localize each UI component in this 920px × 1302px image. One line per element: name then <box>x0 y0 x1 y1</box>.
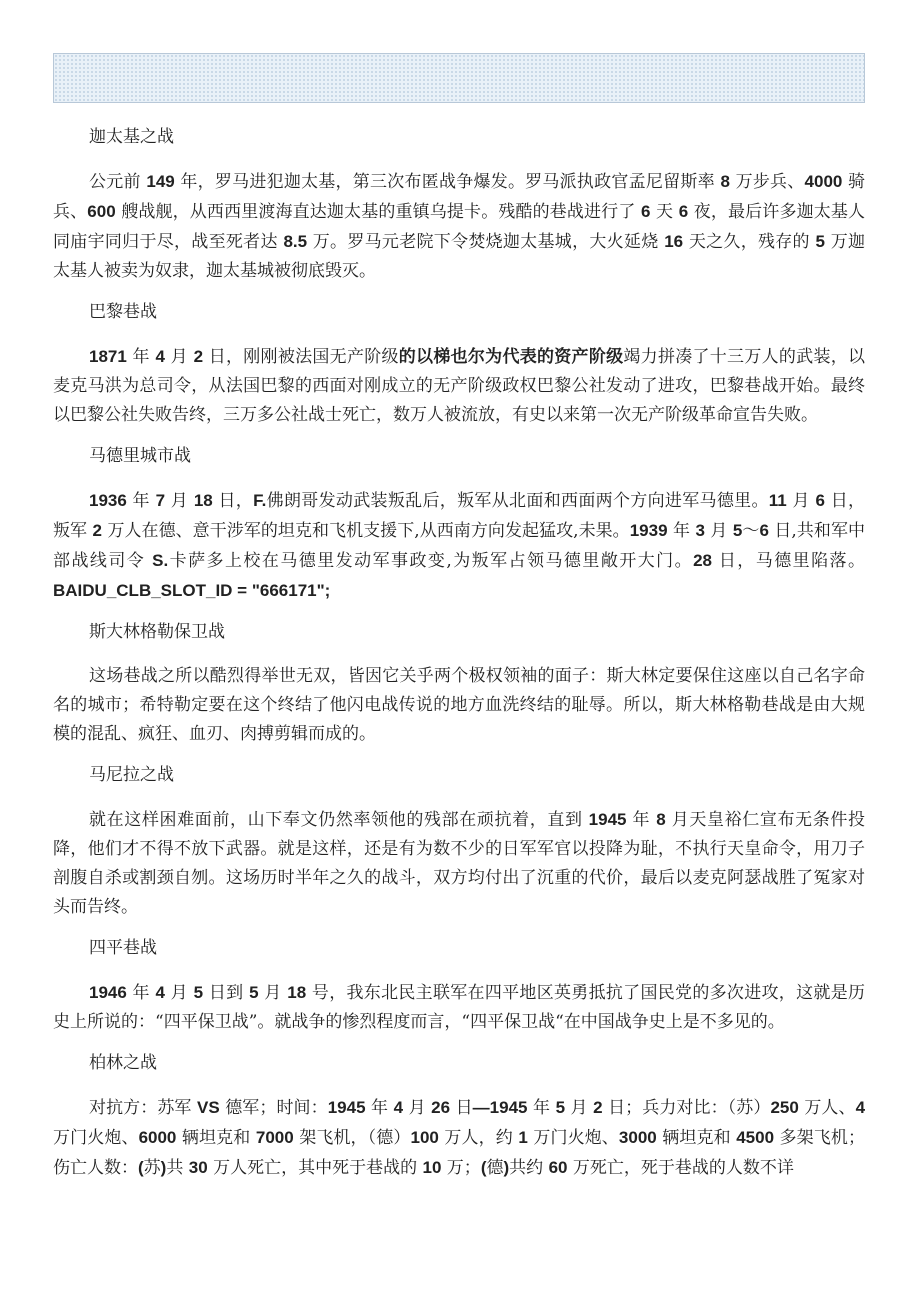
bold-number: 30 <box>188 1158 208 1177</box>
bold-number: ( <box>138 1158 144 1177</box>
bold-number: 8 <box>720 172 730 191</box>
bold-number: 60 <box>548 1158 568 1177</box>
section-paragraph: 公元前 149 年，罗马进犯迦太基，第三次布匿战争爆发。罗马派执政官孟尼留斯率 8 万步兵、4000 骑兵、600 艘战舰，从西西里渡海直达迦太基的重镇乌提卡。残酷的巷战进行了 6 天 6 夜，最后许多迦太基人同庙宇同归于尽，战至死者达 8.5 万。罗马元老院下令焚烧迦太基城，大火延烧 16 天之久，残存的 5 万迦太基人被卖为奴隶，迦太基城被彻底毁灭。 <box>53 172 866 281</box>
bold-number: —1945 <box>472 1098 528 1117</box>
bold-number: 1945 <box>588 810 627 829</box>
bold-number: 5 <box>249 983 259 1002</box>
bold-number: 1 <box>518 1128 528 1147</box>
bold-number: 4000 <box>804 172 843 191</box>
section-heading: 斯大林格勒保卫战 <box>89 622 225 642</box>
section-paragraph: 就在这样困难面前，山下奉文仍然率领他的残部在顽抗着，直到 1945 年 8 月天皇裕仁宣布无条件投降，他们才不得不放下武器。就是这样，还是有为数不少的日军军官以投降为耻，不执行天皇命令，用刀子剖腹自杀或割颈自刎。这场历时半年之久的战斗，双方均付出了沉重的代价，最后以麦克阿瑟战胜了冤家对头而告终。 <box>53 810 866 917</box>
section-heading: 马尼拉之战 <box>89 765 174 785</box>
bold-number: 149 <box>146 172 175 191</box>
bold-number: 3 <box>695 521 705 540</box>
section-heading: 巴黎巷战 <box>89 302 157 322</box>
bold-number: 10 <box>422 1158 442 1177</box>
bold-number: 26 <box>431 1098 451 1117</box>
section-heading: 迦太基之战 <box>89 127 174 147</box>
bold-number: 8 <box>656 810 666 829</box>
section-paragraph: 1871 年 4 月 2 日，刚刚被法国无产阶级的以梯也尔为代表的资产阶级竭力拼凑了十三万人的武装，以麦克马洪为总司令，从法国巴黎的西面对刚成立的无产阶级政权巴黎公社发动了进攻，巴黎巷战开始。最终以巴黎公社失败告终，三万多公社战士死亡，数万人被流放，有史以来第一次无产阶级革命宣告失败。 <box>53 347 865 425</box>
bold-number: 5 <box>815 232 826 251</box>
bold-number: 7000 <box>255 1128 294 1147</box>
bold-number: BAIDU_CLB_SLOT_ID = "666171"; <box>53 581 331 600</box>
bold-number: 4500 <box>736 1128 775 1147</box>
bold-number: 16 <box>664 232 684 251</box>
bold-number: 1871 <box>89 347 127 366</box>
bold-number: 11 <box>768 491 787 510</box>
section-heading: 四平巷战 <box>89 938 157 958</box>
bold-number: 18 <box>193 491 213 510</box>
section-paragraph: 这场巷战之所以酷烈得举世无双，皆因它关乎两个极权领袖的面子：斯大林定要保住这座以自己名字命名的城市；希特勒定要在这个终结了他闪电战传说的地方血洗终结的耻辱。所以，斯大林格勒巷战是由大规模的混乱、疯狂、血刃、肉搏剪辑而成的。 <box>53 666 865 744</box>
bold-number: 4 <box>155 347 165 366</box>
article-body <box>53 126 865 1198</box>
bold-number: F. <box>253 491 267 510</box>
bold-number: ) <box>503 1158 510 1177</box>
section-heading: 马德里城市战 <box>89 446 191 466</box>
bold-number: 1946 <box>89 983 127 1002</box>
bold-number: 6 <box>641 202 651 221</box>
bold-number: 6 <box>678 202 689 221</box>
bold-number: 4 <box>855 1098 866 1117</box>
bold-number: 4 <box>155 983 165 1002</box>
bold-number: 1945 <box>327 1098 366 1117</box>
bold-number: ) <box>160 1158 167 1177</box>
bold-number: 7 <box>155 491 166 510</box>
section-heading: 柏林之战 <box>89 1053 157 1073</box>
bold-number: 4 <box>393 1098 404 1117</box>
bold-number: 6 <box>815 491 825 510</box>
bold-number: 1939 <box>629 521 668 540</box>
bold-number: 600 <box>87 202 116 221</box>
section-paragraph: 对抗方：苏军 VS 德军；时间：1945 年 4 月 26 日—1945 年 5 月 2 日；兵力对比：（苏）250 万人、4 万门火炮、6000 辆坦克和 7000 架飞机，（德）100 万人，约 1 万门火炮、3000 辆坦克和 4500 多架飞机；伤亡人数：(苏)共 30 万人死亡，其中死于巷战的 10 万；(德)共约 60 万死亡，死于巷战的人数不详 <box>53 1098 866 1178</box>
bold-number: 2 <box>92 521 103 540</box>
bold-number: 6000 <box>138 1128 177 1147</box>
bold-number: 5 <box>193 983 204 1002</box>
bold-number: 2 <box>193 347 204 366</box>
bold-number: 100 <box>410 1128 439 1147</box>
bold-number: 2 <box>593 1098 603 1117</box>
section-paragraph: 1946 年 4 月 5 日到 5 月 18 号，我东北民主联军在四平地区英勇抵抗了国民党的多次进攻，这就是历史上所说的：“四平保卫战”。就战争的惨烈程度而言，“四平保卫战“在中国战争史上是不多见的。 <box>53 983 865 1032</box>
bold-number: ( <box>480 1158 487 1177</box>
bold-number: 5 <box>555 1098 566 1117</box>
bold-number: S. <box>152 551 169 570</box>
bold-number: 1936 <box>89 491 127 510</box>
bold-number: 的以梯也尔为代表的资产阶级 <box>398 347 624 366</box>
section-paragraph: 1936 年 7 月 18 日，F.佛朗哥发动武装叛乱后，叛军从北面和西面两个方向进军马德里。11 月 6 日，叛军 2 万人在德、意干涉军的坦克和飞机支援下,从西南方向发起猛攻,未果。1939 年 3 月 5～6 日,共和军中部战线司令 S.卡萨多上校在马德里发动军事政变,为叛军占领马德里敞开大门。28 日，马德里陷落。 BAIDU_CLB_SLOT_ID = "666171"; <box>53 491 866 600</box>
bold-number: 6 <box>759 521 769 540</box>
bold-number: 28 <box>693 551 712 570</box>
bold-number: 3000 <box>618 1128 657 1147</box>
bold-number: 18 <box>287 983 307 1002</box>
bold-number: VS <box>197 1098 220 1117</box>
bold-number: 5 <box>732 521 743 540</box>
bold-number: 8.5 <box>283 232 308 251</box>
bold-number: 250 <box>770 1098 799 1117</box>
header-banner <box>53 53 865 103</box>
